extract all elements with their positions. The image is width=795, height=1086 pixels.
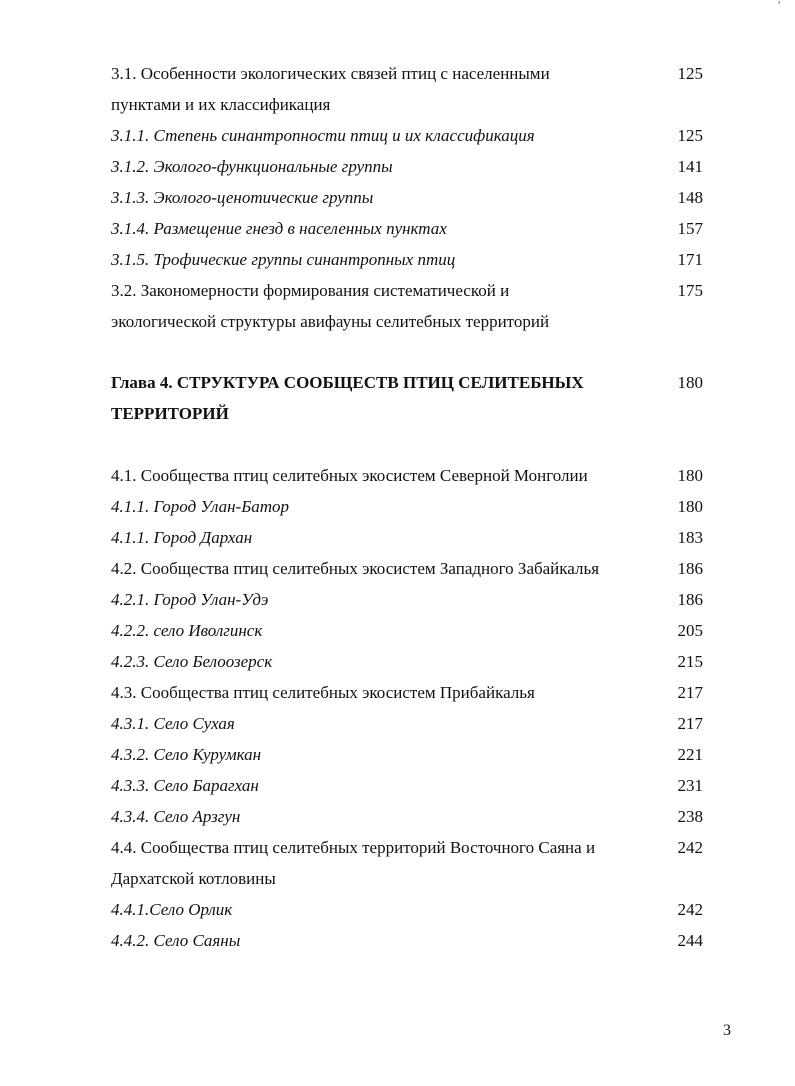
toc-entry-page: 186: [677, 590, 703, 609]
toc-entry: [111, 58, 711, 120]
toc-entry-title: [111, 801, 656, 832]
toc-entry-page: 217: [677, 683, 703, 702]
toc-entry: [111, 925, 711, 956]
toc-entry: [111, 739, 711, 770]
toc-entry-page: 157: [677, 219, 703, 238]
toc-entry: [111, 832, 711, 894]
toc-entry-title: [111, 120, 656, 151]
toc-entry-title-line1: 4.3.1. Село Сухая: [111, 714, 235, 733]
toc-entry-title-line1: 4.2.3. Село Белоозерск: [111, 652, 273, 671]
toc-chapter-title: [111, 367, 656, 429]
toc-chapter-4: [111, 367, 711, 429]
toc-entry: [111, 491, 711, 522]
toc-entry-page: 183: [677, 528, 703, 547]
toc-entry-title-line2: пунктами и их классификация: [111, 95, 331, 114]
toc-entry-title-line1: 4.1.1. Город Дархан: [111, 528, 253, 547]
toc-entry-title-line1: 3.1.4. Размещение гнезд в населенных пунктах: [111, 219, 447, 238]
toc-entry: [111, 151, 711, 182]
toc-entry-title-line1: 4.4. Сообщества птиц селитебных территорий Восточного Саяна и: [111, 838, 596, 857]
toc-entry-title-line1: 4.3.2. Село Курумкан: [111, 745, 262, 764]
toc-entry-title: [111, 553, 656, 584]
toc-entry-title-line1: 4.2.1. Город Улан-Удэ: [111, 590, 269, 609]
toc-entry: [111, 213, 711, 244]
toc-entry-title: [111, 770, 656, 801]
toc-entry: [111, 120, 711, 151]
toc-entry-title: [111, 58, 656, 120]
toc-entry-page: 125: [677, 126, 703, 145]
toc-entry: [111, 460, 711, 491]
toc-entry-title-line1: 4.4.1.Село Орлик: [111, 900, 233, 919]
toc-entry-title-line1: 4.2. Сообщества птиц селитебных экосистем Западного Забайкалья: [111, 559, 600, 578]
toc-entry-title: [111, 460, 656, 491]
toc-entry-page: 125: [677, 64, 703, 83]
toc-entry: [111, 770, 711, 801]
toc-entry-title-line1: 3.1.3. Эколого-ценотические группы: [111, 188, 374, 207]
toc-entry-title: [111, 894, 656, 925]
toc-entry-page: 171: [677, 250, 703, 269]
toc-entry-page: 148: [677, 188, 703, 207]
toc-entry-title-line1: 4.4.2. Село Саяны: [111, 931, 241, 950]
toc-entry: [111, 615, 711, 646]
toc-entry-title: [111, 677, 656, 708]
toc-entry-page: 180: [677, 497, 703, 516]
toc-entry-page: 141: [677, 157, 703, 176]
toc-entry-title: [111, 182, 656, 213]
toc-entry-title-line1: 3.1. Особенности экологических связей птиц с населенными: [111, 64, 550, 83]
toc-entry-title: [111, 522, 656, 553]
toc-section-3: [111, 58, 711, 337]
toc-entry: [111, 801, 711, 832]
toc-entry-page: 238: [677, 807, 703, 826]
toc-entry-page: 244: [677, 931, 703, 950]
toc-entry-title-line1: 4.2.2. село Иволгинск: [111, 621, 263, 640]
toc-entry-title-line1: 3.1.5. Трофические группы синантропных птиц: [111, 250, 456, 269]
toc-entry-title: [111, 275, 656, 337]
toc-entry-title-line1: 4.3.3. Село Барагхан: [111, 776, 259, 795]
toc-entry-title: [111, 615, 656, 646]
toc-chapter-title-line1: Глава 4. СТРУКТУРА СООБЩЕСТВ ПТИЦ СЕЛИТЕБНЫХ: [111, 373, 584, 392]
toc-entry: [111, 894, 711, 925]
toc-entry-title-line1: 4.3. Сообщества птиц селитебных экосистем Прибайкалья: [111, 683, 535, 702]
toc-entry-title: [111, 584, 656, 615]
toc-entry-page: 231: [677, 776, 703, 795]
toc-entry-title-line1: 3.2. Закономерности формирования систематической и: [111, 281, 510, 300]
toc-chapter-title-line2: ТЕРРИТОРИЙ: [111, 404, 229, 423]
toc-entry: [111, 182, 711, 213]
toc-entry: [111, 584, 711, 615]
corner-mark: ‘: [777, 0, 781, 11]
toc-entry-page: 242: [677, 838, 703, 857]
toc-entry-title-line1: 4.1.1. Город Улан-Батор: [111, 497, 290, 516]
toc-entry-title-line1: 3.1.1. Степень синантропности птиц и их классификация: [111, 126, 535, 145]
toc-entry-page: 186: [677, 559, 703, 578]
toc-entry-title: [111, 244, 656, 275]
toc-chapter-page: 180: [677, 373, 703, 392]
toc-entry-title: [111, 213, 656, 244]
toc-entry-page: 205: [677, 621, 703, 640]
toc-entry-title: [111, 832, 656, 894]
page-number: 3: [723, 1022, 731, 1039]
toc-entry-title-line1: 4.1. Сообщества птиц селитебных экосистем Северной Монголии: [111, 466, 588, 485]
table-of-contents: [111, 58, 711, 956]
toc-entry-page: 217: [677, 714, 703, 733]
toc-entry-title: [111, 491, 656, 522]
toc-entry: [111, 553, 711, 584]
toc-entry-page: 215: [677, 652, 703, 671]
toc-entry-title: [111, 739, 656, 770]
toc-entry-title: [111, 151, 656, 182]
toc-entry-page: 221: [677, 745, 703, 764]
toc-entry-page: 175: [677, 281, 703, 300]
toc-entry: [111, 646, 711, 677]
toc-entry: [111, 244, 711, 275]
toc-entry-title-line1: 4.3.4. Село Арзгун: [111, 807, 241, 826]
toc-entry-title-line2: Дархатской котловины: [111, 869, 276, 888]
toc-entry: [111, 275, 711, 337]
toc-entry-page: 180: [677, 466, 703, 485]
toc-entry-title: [111, 646, 656, 677]
toc-entry-page: 242: [677, 900, 703, 919]
toc-entry: [111, 677, 711, 708]
toc-entry-title: [111, 925, 656, 956]
toc-entry-title: [111, 708, 656, 739]
toc-entry: [111, 522, 711, 553]
toc-entry: [111, 708, 711, 739]
toc-section-4: [111, 460, 711, 956]
toc-entry-title-line1: 3.1.2. Эколого-функциональные группы: [111, 157, 393, 176]
toc-entry-title-line2: экологической структуры авифауны селитебных территорий: [111, 312, 550, 331]
